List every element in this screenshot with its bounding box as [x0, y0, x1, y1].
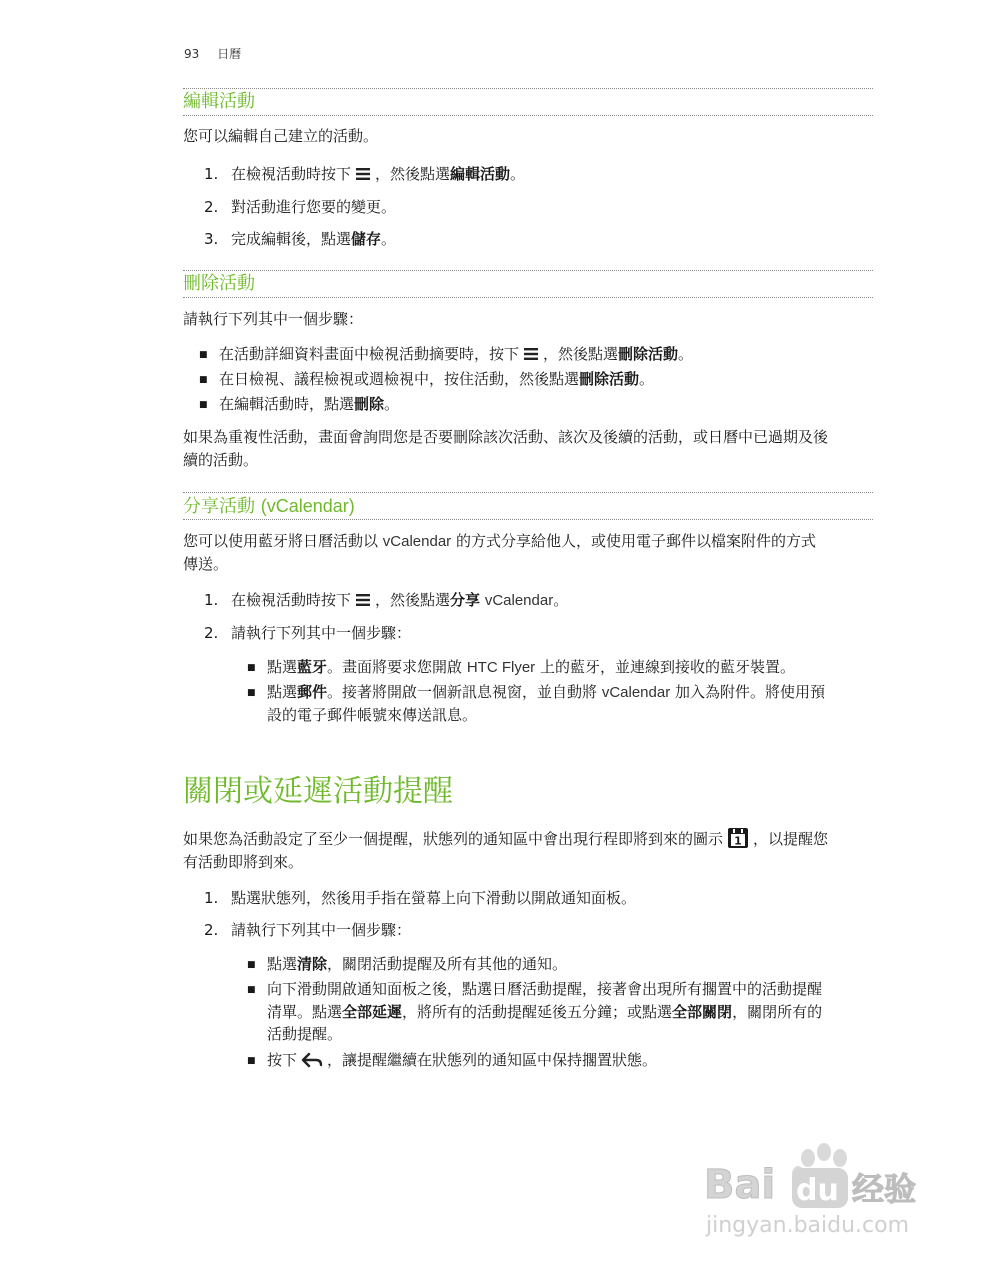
- watermark-brand-zh: 经验: [852, 1170, 917, 1208]
- chapter-heading-reminders: 關閉或延遲活動提醒: [183, 774, 453, 809]
- bullet: ■: [247, 960, 256, 970]
- bullet: ■: [247, 663, 256, 673]
- watermark-brand-du: du: [796, 1173, 839, 1208]
- delete-note: 如果為重複性活動，畫面會詢問您是否要刪除該次活動、該次及後續的活動，或日曆中已過期及後 續的活動。: [183, 428, 829, 469]
- bullet: ■: [247, 688, 256, 698]
- bullet: ■: [199, 400, 208, 410]
- watermark-brand: Bai: [704, 1162, 776, 1208]
- calendar-icon-number: 1: [734, 834, 742, 848]
- edit-step-2: 2. 對活動進行您要的變更。: [204, 198, 397, 216]
- watermark-url: jingyan.baidu.com: [706, 1213, 910, 1238]
- share-step-1: 1. 在檢視活動時按下 ，然後點選分享 vCalendar。: [204, 591, 569, 609]
- bullet: ■: [247, 1056, 256, 1066]
- edit-step-1: 1. 在檢視活動時按下 ，然後點選編輯活動。: [204, 165, 526, 183]
- back-icon: [301, 1052, 323, 1068]
- reminder-step-2: 2. 請執行下列其中一個步驟：: [204, 921, 412, 939]
- edit-step-3: 3. 完成編輯後，點選儲存。: [204, 230, 397, 248]
- share-bullet-bluetooth: ■ 點選藍牙。畫面將要求您開啟 HTC Flyer 上的藍牙，並連線到接收的藍牙裝置。: [247, 656, 875, 679]
- share-step-2: 2. 請執行下列其中一個步驟：: [204, 624, 412, 642]
- reminder-bullet-clear: ■ 點選清除，關閉活動提醒及所有其他的通知。: [247, 953, 875, 976]
- delete-bullet-1: ■ 在活動詳細資料畫面中檢視活動摘要時，按下 ，然後點選刪除活動。: [199, 343, 859, 366]
- edit-intro: 您可以編輯自己建立的活動。: [183, 127, 379, 145]
- chapter-title: 日曆: [217, 47, 242, 61]
- delete-bullet-3: ■ 在編輯活動時，點選刪除。: [199, 393, 859, 416]
- section-heading-delete: 刪除活動: [183, 270, 873, 298]
- baidu-jingyan-watermark: [700, 1130, 940, 1240]
- reminder-bullet-back: ■ 按下 ，讓提醒繼續在狀態列的通知區中保持擱置狀態。: [247, 1049, 875, 1072]
- delete-intro: 請執行下列其中一個步驟：: [183, 310, 364, 328]
- reminder-bullet-panel: ■ 向下滑動開啟通知面板之後，點選日曆活動提醒，接著會出現所有擱置中的活動提醒 清單。點選全部延遲，將所有的活動提醒延後五分鐘；或點選全部關閉，關閉所有的 活動提醒。: [247, 980, 823, 1043]
- menu-icon: [354, 592, 372, 608]
- bullet: ■: [199, 375, 208, 385]
- calendar-notification-icon: [727, 827, 749, 849]
- section-heading-edit: 編輯活動: [183, 88, 873, 116]
- menu-icon: [354, 166, 372, 182]
- delete-bullet-2: ■ 在日檢視、議程檢視或週檢視中，按住活動，然後點選刪除活動。: [199, 368, 859, 391]
- bullet: ■: [199, 350, 208, 360]
- page-number: 93: [184, 47, 200, 61]
- page-header: [184, 45, 241, 62]
- reminder-intro: 如果您為活動設定了至少一個提醒，狀態列的通知區中會出現行程即將到來的圖示 1 ，以提醒您 有活動即將到來。: [183, 827, 875, 874]
- share-intro: 您可以使用藍牙將日曆活動以 vCalendar 的方式分享給他人，或使用電子郵件以檔案附件的方式 傳送。: [183, 532, 816, 573]
- reminder-step-1: 1. 點選狀態列，然後用手指在螢幕上向下滑動以開啟通知面板。: [204, 889, 637, 907]
- bullet: ■: [247, 985, 256, 995]
- share-bullet-mail: ■ 點選郵件。接著將開啟一個新訊息視窗，並自動將 vCalendar 加入為附件。將使用預 設的電子郵件帳號來傳送訊息。: [247, 683, 825, 724]
- menu-icon: [522, 346, 540, 362]
- section-heading-share: 分享活動 (vCalendar): [183, 492, 873, 520]
